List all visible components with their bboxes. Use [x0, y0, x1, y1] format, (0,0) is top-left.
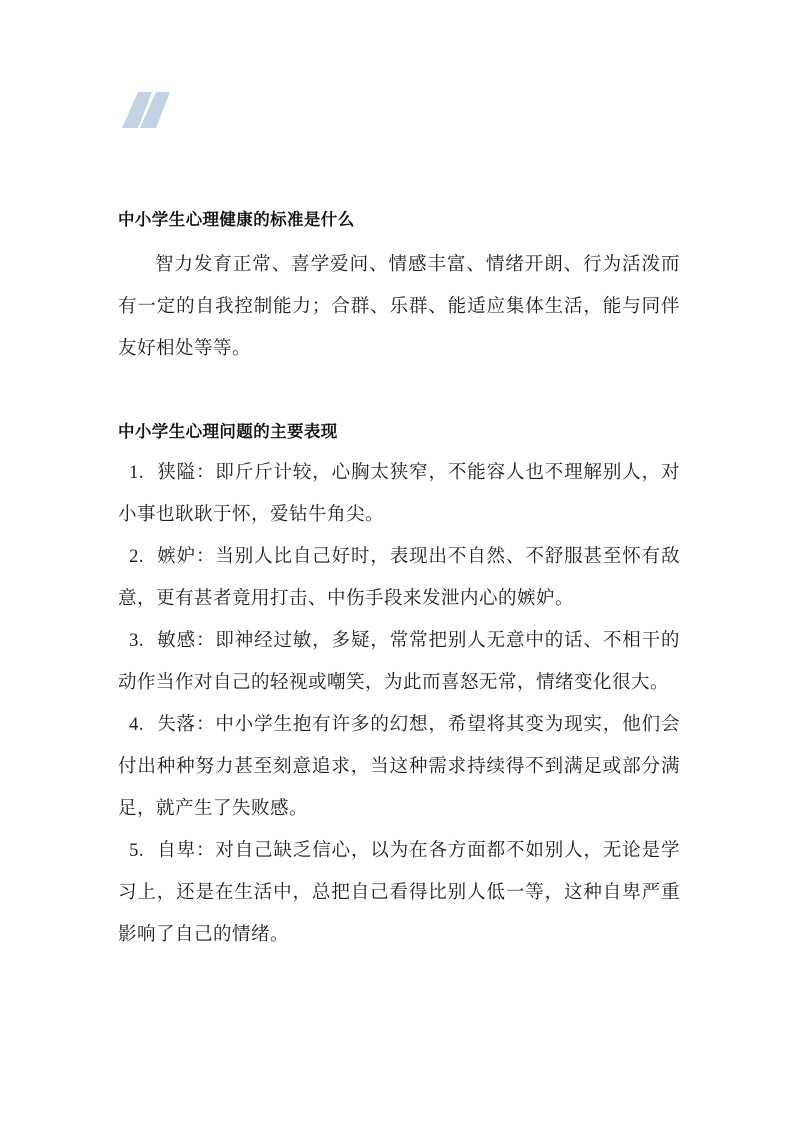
quotation-mark-icon: [118, 88, 680, 148]
list-item-number: 2.: [129, 547, 144, 567]
list-item-text: 狭隘：即斤斤计较，心胸太狭窄，不能容人也不理解别人，对小事也耿耿于怀，爱钻牛角尖。: [118, 463, 680, 525]
list-item-text: 敏感：即神经过敏，多疑，常常把别人无意中的话、不相干的动作当作对自己的轻视或嘲笑，为此而喜怒无常，情绪变化很大。: [118, 631, 680, 693]
list-item-text: 失落：中小学生抱有许多的幻想，希望将其变为现实，他们会付出种种努力甚至刻意追求，当这种需求持续得不到满足或部分满足，就产生了失败感。: [118, 715, 680, 819]
list-item: [118, 830, 680, 956]
list-item: [118, 704, 680, 830]
list-item-number: 3.: [129, 631, 144, 651]
symptom-list: [118, 452, 680, 956]
list-item-number: 1.: [129, 463, 144, 483]
list-item: [118, 536, 680, 620]
section-heading-1: 中小学生心理健康的标准是什么: [118, 210, 355, 229]
list-item-text: 嫉妒：当别人比自己好时，表现出不自然、不舒服甚至怀有敌意，更有甚者竟用打击、中伤手段来发泄内心的嫉妒。: [118, 547, 680, 609]
list-item-number: 4.: [129, 715, 144, 735]
list-item-text: 自卑：对自己缺乏信心，以为在各方面都不如别人，无论是学习上，还是在生活中，总把自己看得比别人低一等，这种自卑严重影响了自己的情绪。: [118, 841, 680, 945]
document-content: [118, 88, 680, 956]
list-item: [118, 452, 680, 536]
section-1: [118, 206, 680, 370]
list-item: [118, 620, 680, 704]
section-1-paragraph-1: 智力发育正常、喜学爱问、情感丰富、情绪开朗、行为活泼而有一定的自我控制能力；合群、乐群、能适应集体生活，能与同伴友好相处等等。: [118, 255, 680, 359]
section-heading-2: 中小学生心理问题的主要表现: [118, 422, 338, 441]
list-item-number: 5.: [129, 841, 144, 861]
section-2: [118, 418, 680, 956]
